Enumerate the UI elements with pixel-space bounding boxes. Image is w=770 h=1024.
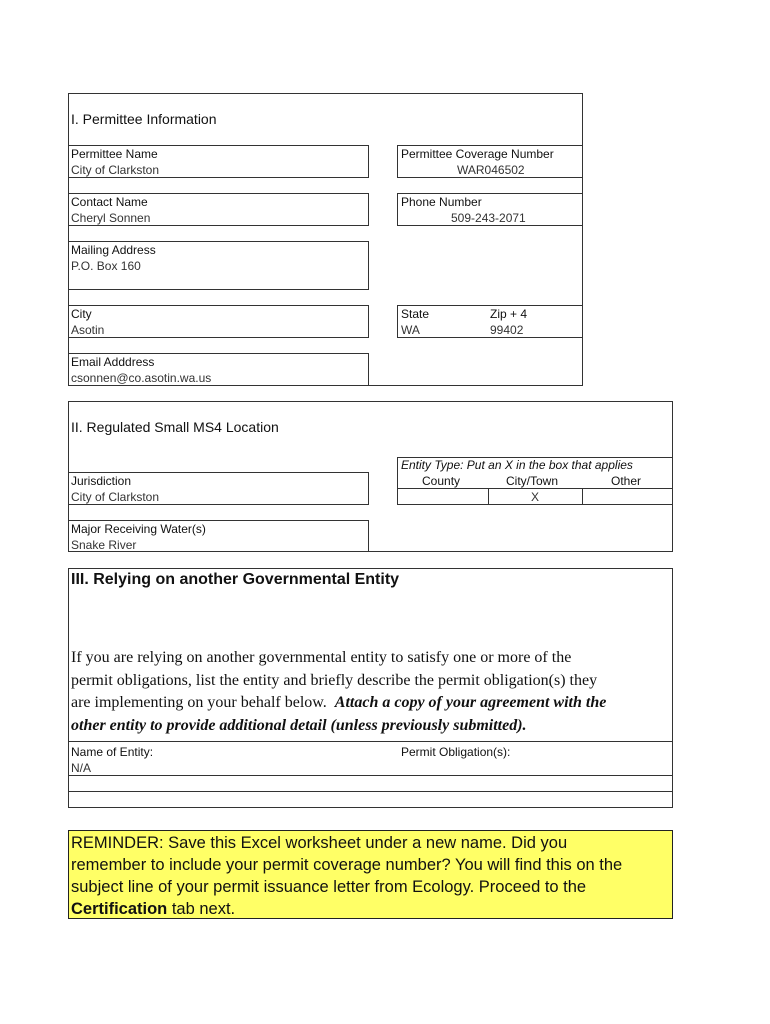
state-label: State	[401, 307, 430, 321]
section-1-title: I. Permittee Information	[71, 111, 217, 127]
instructions-line-1: If you are relying on another governmental entity to satisfy one or more of the	[71, 649, 572, 666]
phone-number-label: Phone Number	[401, 195, 482, 209]
zip-label: Zip + 4	[490, 307, 528, 321]
entity-name-label: Name of Entity:	[71, 745, 154, 759]
jurisdiction-value: City of Clarkston	[71, 490, 160, 504]
email-value: csonnen@co.asotin.wa.us	[71, 371, 212, 385]
entity-type-label: Entity Type: Put an X in the box that applies	[401, 458, 633, 472]
entity-table-top	[68, 741, 673, 742]
entity-col-divider-1	[488, 488, 489, 505]
permit-obligations-label: Permit Obligation(s):	[401, 745, 511, 759]
citytown-label: City/Town	[506, 474, 559, 488]
mailing-address-label: Mailing Address	[71, 243, 156, 257]
mailing-address-value: P.O. Box 160	[71, 259, 141, 273]
entity-col-divider-2	[582, 488, 583, 505]
reminder-line-2: remember to include your permit coverage number? You will find this on the	[71, 856, 623, 874]
state-value: WA	[401, 323, 420, 337]
coverage-number-label: Permittee Coverage Number	[401, 147, 554, 161]
citytown-checkbox[interactable]: X	[531, 490, 540, 504]
zip-value: 99402	[490, 323, 524, 337]
section-permittee-info	[68, 93, 583, 386]
instructions-line-3-plain: are implementing on your behalf below.	[71, 694, 335, 711]
email-label: Email Adddress	[71, 355, 155, 369]
city-field[interactable]	[68, 305, 369, 338]
coverage-number-value: WAR046502	[457, 163, 525, 177]
contact-name-label: Contact Name	[71, 195, 148, 209]
entity-row-divider-2	[68, 791, 673, 792]
reminder-line-3: subject line of your permit issuance letter from Ecology. Proceed to the	[71, 878, 587, 896]
reminder-line-4-rest: tab next.	[167, 900, 236, 918]
reminder-line-1: REMINDER: Save this Excel worksheet under a new name. Did you	[71, 834, 568, 852]
section-2-title: II. Regulated Small MS4 Location	[71, 419, 279, 435]
phone-number-value: 509-243-2071	[451, 211, 526, 225]
instructions-line-4: other entity to provide additional detail (unless previously submitted).	[71, 716, 527, 734]
contact-name-value: Cheryl Sonnen	[71, 211, 151, 225]
reminder-text	[71, 832, 671, 920]
entity-name-value[interactable]: N/A	[71, 761, 92, 775]
relying-instructions	[71, 647, 671, 737]
other-label: Other	[611, 474, 642, 488]
entity-row-divider-1	[68, 775, 673, 776]
instructions-line-2: permit obligations, list the entity and briefly describe the permit obligation(s) they	[71, 671, 598, 689]
receiving-water-label: Major Receiving Water(s)	[71, 522, 206, 536]
section-3-title: III. Relying on another Governmental Entity	[71, 571, 400, 588]
permittee-name-value: City of Clarkston	[71, 163, 160, 177]
certification-tab-link: Certification	[71, 900, 168, 918]
county-label: County	[422, 474, 461, 488]
instructions-line-3	[71, 692, 671, 715]
entity-type-divider	[397, 488, 673, 489]
reminder-line-4	[71, 898, 671, 920]
city-label: City	[71, 307, 92, 321]
receiving-water-value: Snake River	[71, 538, 137, 552]
city-value: Asotin	[71, 323, 105, 337]
permittee-name-label: Permittee Name	[71, 147, 158, 161]
jurisdiction-label: Jurisdiction	[71, 474, 132, 488]
instructions-line-3-bold: Attach a copy of your agreement with the	[334, 694, 607, 711]
